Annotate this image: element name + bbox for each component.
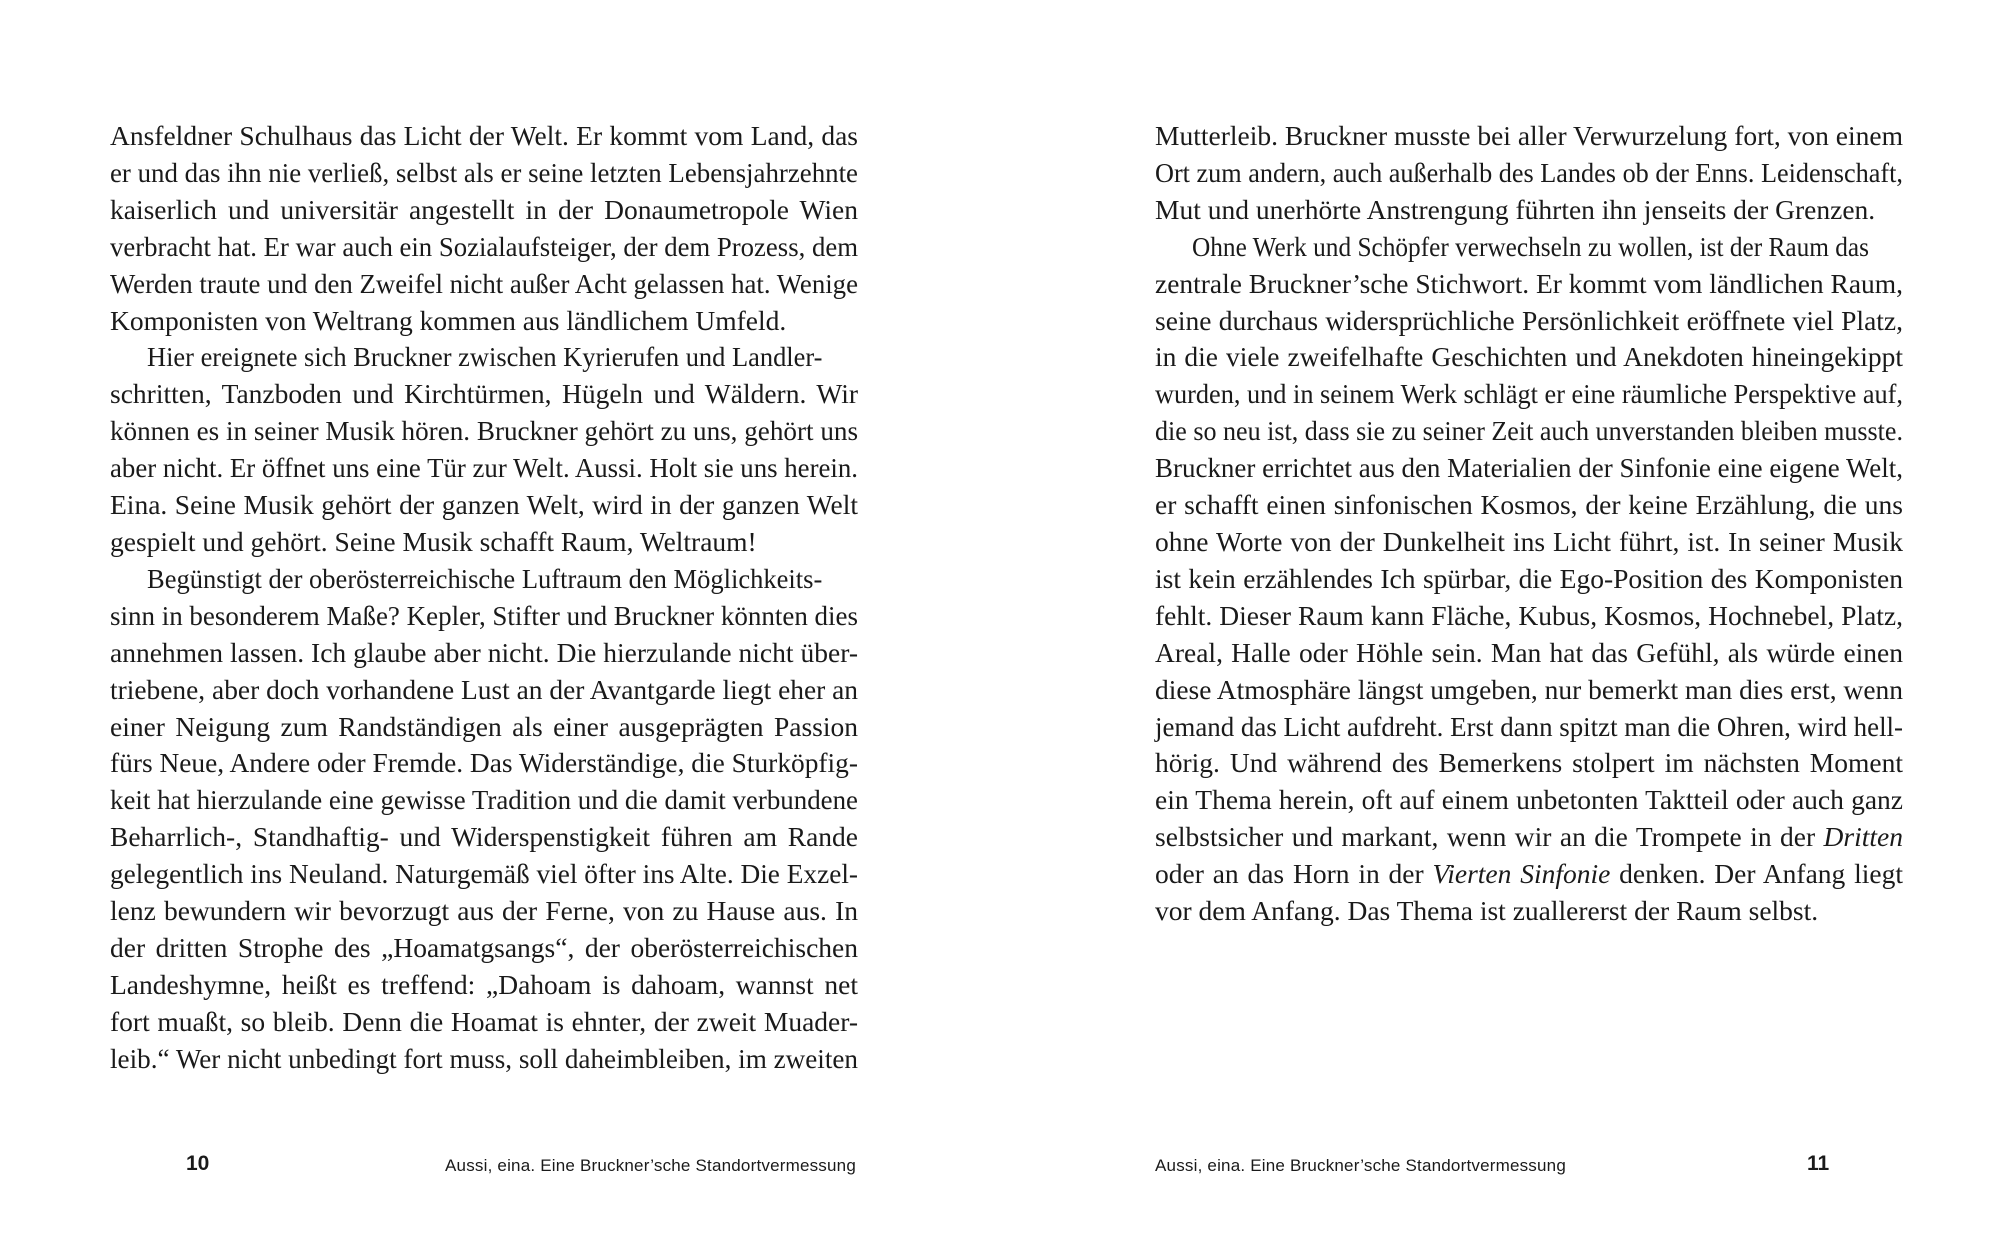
text-line: sinn in besonderem Maße? Kepler, Stifter und Bruckner könnten dies <box>110 599 858 631</box>
right-body-text <box>1155 118 1903 930</box>
text-line: jemand das Licht aufdreht. Erst dann spitzt man die Ohren, wird hell- <box>1155 710 1903 742</box>
text-line: Hier ereignete sich Bruckner zwischen Kyrierufen und Landler- <box>147 341 823 373</box>
text-line: Werden traute und den Zweifel nicht außer Acht gelassen hat. Wenige <box>110 267 858 299</box>
paragraph <box>110 118 858 339</box>
text-line: fürs Neue, Andere oder Fremde. Das Widerständige, die Sturköpfig- <box>110 747 858 779</box>
paragraph <box>1155 229 1903 930</box>
text-line: Beharrlich-, Standhaftig- und Widerspenstigkeit führen am Rande <box>110 821 858 853</box>
text-line: er schafft einen sinfonischen Kosmos, der keine Erzählung, die uns <box>1155 489 1903 521</box>
text-line: einer Neigung zum Randständigen als einer ausgeprägten Passion <box>110 710 858 742</box>
text-line: lenz bewundern wir bevorzugt aus der Ferne, von zu Hause aus. In <box>110 895 858 927</box>
text-line: in die viele zweifelhafte Geschichten und Anekdoten hineingekippt <box>1155 341 1903 373</box>
text-line: aber nicht. Er öffnet uns eine Tür zur Welt. Aussi. Holt sie uns herein. <box>110 452 858 484</box>
text-line: triebene, aber doch vorhandene Lust an der Avantgarde liegt eher an <box>110 673 858 705</box>
paragraph <box>1155 118 1903 229</box>
left-body-text <box>110 118 858 1078</box>
paragraph <box>110 561 858 1078</box>
text-line: Eina. Seine Musik gehört der ganzen Welt, wird in der ganzen Welt <box>110 489 858 521</box>
text-line: fehlt. Dieser Raum kann Fläche, Kubus, Kosmos, Hochnebel, Platz, <box>1155 599 1903 631</box>
text-line: hörig. Und während des Bemerkens stolpert im nächsten Moment <box>1155 747 1903 779</box>
running-head: Aussi, eina. Eine Bruckner’sche Standortvermessung <box>445 1156 856 1175</box>
text-line: annehmen lassen. Ich glaube aber nicht. Die hierzulande nicht über- <box>110 636 858 668</box>
text-line: vor dem Anfang. Das Thema ist zuallererst der Raum selbst. <box>1155 895 1819 927</box>
text-line: ist kein erzählendes Ich spürbar, die Ego-Position des Komponisten <box>1155 562 1903 594</box>
text-line <box>1155 856 1903 893</box>
page-number: 11 <box>1807 1152 1830 1175</box>
text-line: seine durchaus widersprüchliche Persönlichkeit eröffnete viel Platz, <box>1155 304 1903 336</box>
text-run: selbstsicher und markant, wenn wir an die Trompete in der <box>1155 821 1824 853</box>
paragraph <box>110 339 858 560</box>
text-line: ohne Worte von der Dunkelheit ins Licht führt, ist. In seiner Musik <box>1155 525 1903 557</box>
text-line: ein Thema herein, oft auf einem unbetonten Taktteil oder auch ganz <box>1155 784 1903 816</box>
work-title: Dritten <box>1823 821 1903 853</box>
work-title: Vierten Sinfonie <box>1432 858 1611 890</box>
text-line: Bruckner errichtet aus den Materialien der Sinfonie eine eigene Welt, <box>1155 452 1903 484</box>
text-line: Landeshymne, heißt es treffend: „Dahoam is dahoam, wannst net <box>110 968 858 1000</box>
text-line: gespielt und gehört. Seine Musik schafft Raum, Weltraum! <box>110 525 757 557</box>
text-line: gelegentlich ins Neuland. Naturgemäß viel öfter ins Alte. Die Exzel- <box>110 858 858 890</box>
text-line: Ansfeldner Schulhaus das Licht der Welt. Er kommt vom Land, das <box>110 120 858 151</box>
text-line: Begünstigt der oberösterreichische Luftraum den Möglichkeits- <box>147 562 823 594</box>
text-line: Mut und unerhörte Anstrengung führten ihn jenseits der Grenzen. <box>1155 193 1876 225</box>
text-run: oder an das Horn in der <box>1155 858 1433 890</box>
text-line: keit hat hierzulande eine gewisse Tradition und die damit verbundene <box>110 784 858 816</box>
text-line: Ohne Werk und Schöpfer verwechseln zu wollen, ist der Raum das <box>1192 230 1869 262</box>
text-run: denken. Der Anfang liegt <box>1610 858 1904 890</box>
text-line: Areal, Halle oder Höhle sein. Man hat das Gefühl, als würde einen <box>1155 636 1903 668</box>
text-line <box>1155 819 1903 856</box>
text-line: die so neu ist, dass sie zu seiner Zeit auch unverstanden bleiben musste. <box>1155 415 1903 447</box>
page-number: 10 <box>186 1152 210 1175</box>
text-line: der dritten Strophe des „Hoamatgsangs“, der oberösterreichischen <box>110 931 858 963</box>
text-line: verbracht hat. Er war auch ein Sozialaufsteiger, der dem Prozess, dem <box>110 230 858 262</box>
text-line: kaiserlich und universitär angestellt in der Donaumetropole Wien <box>110 193 858 225</box>
text-line: Ort zum andern, auch außerhalb des Landes ob der Enns. Leidenschaft, <box>1155 156 1903 188</box>
text-line: zentrale Bruckner’sche Stichwort. Er kommt vom ländlichen Raum, <box>1155 267 1903 299</box>
text-line: Mutterleib. Bruckner musste bei aller Verwurzelung fort, von einem <box>1155 120 1903 151</box>
text-line: diese Atmosphäre längst umgeben, nur bemerkt man dies erst, wenn <box>1155 673 1903 705</box>
text-line: fort muaßt, so bleib. Denn die Hoamat is ehnter, der zweit Muader- <box>110 1005 858 1037</box>
right-page <box>1000 0 2000 1259</box>
text-line: schritten, Tanzboden und Kirchtürmen, Hügeln und Wäldern. Wir <box>110 378 858 410</box>
text-line: können es in seiner Musik hören. Bruckner gehört zu uns, gehört uns <box>110 415 858 447</box>
text-line: er und das ihn nie verließ, selbst als er seine letzten Lebensjahrzehnte <box>110 156 858 188</box>
text-line: leib.“ Wer nicht unbedingt fort muss, soll daheimbleiben, im zweiten <box>110 1042 858 1074</box>
text-line: Komponisten von Weltrang kommen aus ländlichem Umfeld. <box>110 304 787 336</box>
text-line: wurden, und in seinem Werk schlägt er eine räumliche Perspektive auf, <box>1155 378 1903 410</box>
running-head: Aussi, eina. Eine Bruckner’sche Standortvermessung <box>1155 1156 1566 1175</box>
